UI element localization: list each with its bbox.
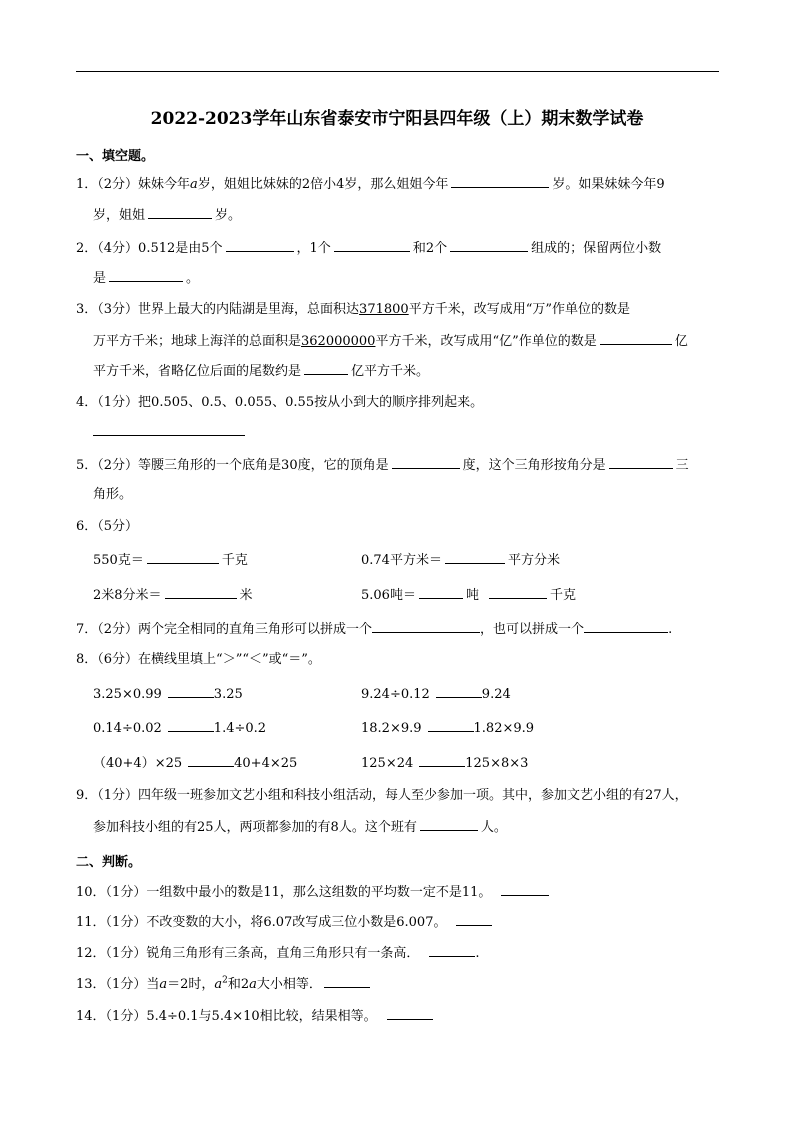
answer-blank[interactable] [109,269,183,282]
answer-blank[interactable] [456,913,492,926]
answer-blank[interactable] [304,362,348,375]
answer-blank[interactable] [148,206,212,219]
answer-blank[interactable] [420,818,478,831]
answer-blank[interactable] [419,754,465,767]
answer-blank[interactable] [436,685,482,698]
question-4: 4．（1分）把0.505、0.5、0.055、0.55按从小到大的顺序排列起来。 [76,395,484,410]
question-1-line-1: 1．（2分）妹妹今年a岁，姐姐比妹妹的2倍小4岁，那么姐姐今年 岁。如果妹妹今年9 [76,177,665,192]
question-8-row-2-right: 18.2×9.9 1.82×9.9 [361,721,535,736]
top-rule [76,71,719,72]
answer-blank[interactable] [324,975,370,988]
question-5-line-2: 角形。 [93,487,133,502]
question-10: 10．（1分）一组数中最小的数是11，那么这组数的平均数一定不是11。 [76,883,552,902]
answer-blank[interactable] [334,239,410,252]
answer-blank[interactable] [419,586,463,599]
answer-blank[interactable] [429,944,475,957]
section-heading-judge: 二、判断。 [76,855,142,870]
answer-blank[interactable] [188,754,234,767]
answer-blank[interactable] [450,239,528,252]
question-14: 14．（1分）5.4÷0.1与5.4×10相比较，结果相等。 [76,1007,436,1026]
question-6-row-2-right: 5.06吨＝ 吨 千克 [361,588,576,603]
question-6: 6．（5分） [76,519,139,534]
answer-blank[interactable] [147,551,219,564]
answer-blank[interactable] [392,456,460,469]
question-3-line-2: 万平方千米；地球上海洋的总面积是362000000平方千米，改写成用“亿”作单位的数是 亿 [93,334,688,349]
answer-blank[interactable] [428,719,474,732]
answer-blank[interactable] [501,883,549,896]
answer-blank[interactable] [226,239,294,252]
question-6-row-1-left: 550克＝ 千克 [93,553,248,568]
answer-blank[interactable] [609,456,673,469]
answer-blank[interactable] [387,1007,433,1020]
question-4-answer-line [93,423,248,442]
question-7: 7．（2分）两个完全相同的直角三角形可以拼成一个 ，也可以拼成一个 . [76,622,673,637]
question-11: 11．（1分）不改变数的大小，将6.07改写成三位小数是6.007。 [76,913,495,932]
question-3-line-3: 平方千米，省略亿位后面的尾数约是 亿平方千米。 [93,364,430,379]
question-1-line-2: 岁，姐姐 岁。 [93,208,242,223]
answer-blank[interactable] [93,423,245,436]
answer-blank[interactable] [165,586,237,599]
answer-blank[interactable] [168,719,214,732]
section-heading-fill-in: 一、填空题。 [76,149,155,164]
answer-blank[interactable] [445,551,505,564]
answer-blank[interactable] [584,620,668,633]
question-8-row-1-right: 9.24÷0.12 9.24 [361,687,511,702]
question-6-row-2-left: 2米8分米＝ 米 [93,588,253,603]
question-5-line-1: 5．（2分）等腰三角形的一个底角是30度，它的顶角是 度，这个三角形按角分是 三 [76,458,689,473]
question-8-row-2-left: 0.14÷0.02 1.4÷0.2 [93,721,267,736]
answer-blank[interactable] [600,332,672,345]
answer-blank[interactable] [168,685,214,698]
answer-blank[interactable] [372,620,480,633]
question-2-line-1: 2．（4分）0.512是由5个 ，1个 和2个 组成的；保留两位小数 [76,241,662,256]
question-8-row-3-left: （40+4）×25 40+4×25 [93,756,298,771]
question-13: 13．（1分）当a＝2时，$a^2$和2a大小相等． [76,975,373,994]
question-2-line-2: 是 。 [93,271,200,286]
answer-blank[interactable] [489,586,547,599]
page-title: 2022-2023学年山东省泰安市宁阳县四年级（上）期末数学试卷 [150,109,644,129]
question-9-line-1: 9．（1分）四年级一班参加文艺小组和科技小组活动，每人至少参加一项。其中，参加文艺小组的有27人， [76,788,688,803]
question-8-row-3-right: 125×24 125×8×3 [361,756,529,771]
question-12: 12．（1分）锐角三角形有三条高，直角三角形只有一条高． . [76,946,480,961]
question-8: 8．（6分）在横线里填上“＞”“＜”或“＝”。 [76,652,321,667]
question-6-row-1-right: 0.74平方米＝ 平方分米 [361,553,560,568]
question-8-row-1-left: 3.25×0.99 3.25 [93,687,243,702]
answer-blank[interactable] [451,175,549,188]
question-9-line-2: 参加科技小组的有25人，两项都参加的有8人。这个班有 人。 [93,820,507,835]
question-3-line-1: 3．（3分）世界上最大的内陆湖是里海，总面积达371800平方千米，改写成用“万”作单位的数是 [76,302,630,317]
